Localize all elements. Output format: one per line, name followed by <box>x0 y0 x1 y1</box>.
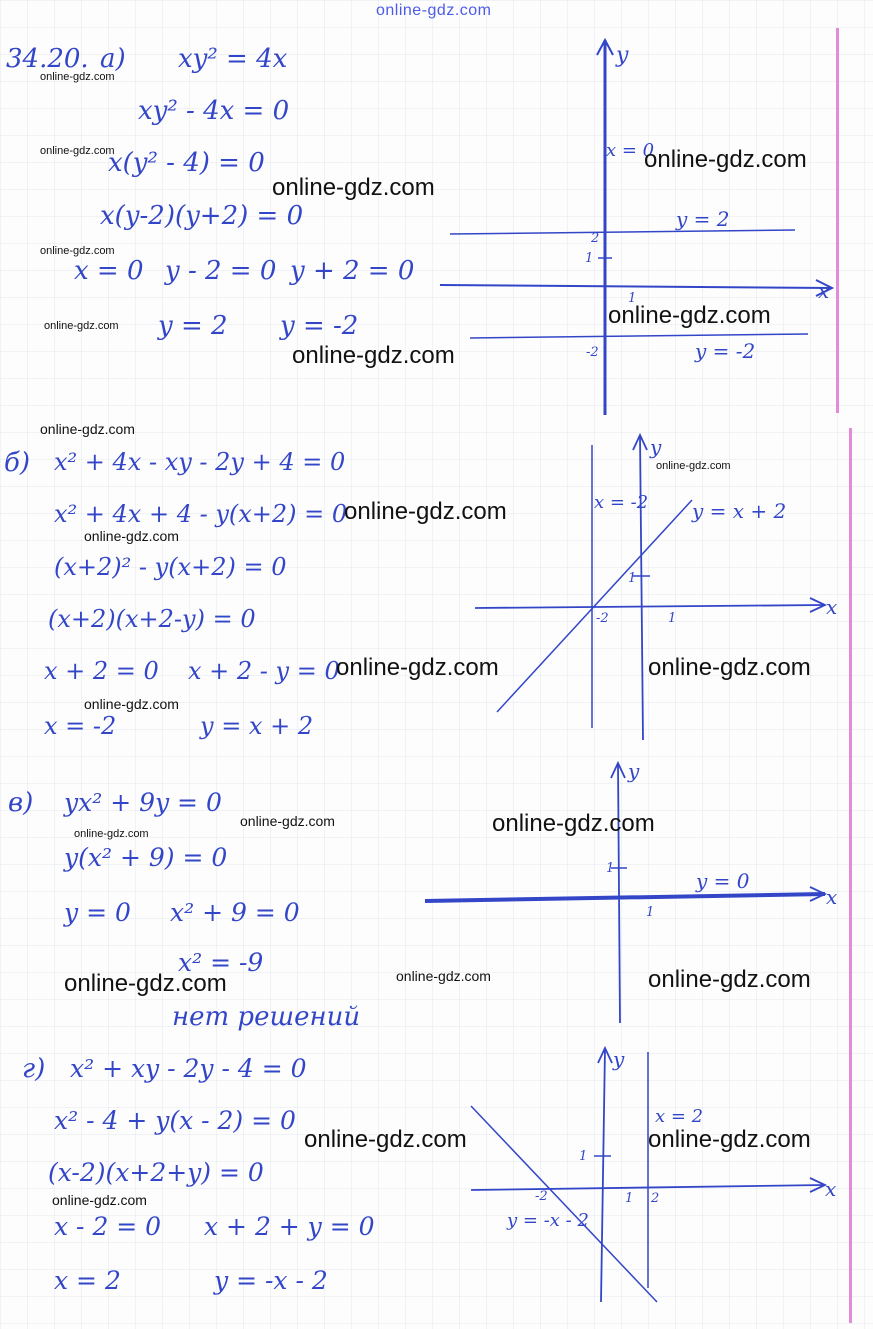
part-b-line-7: x = -2 <box>44 712 117 740</box>
part-b-label: б) <box>4 448 31 478</box>
watermark: online-gdz.com <box>40 245 115 257</box>
part-g-graph <box>465 1040 845 1310</box>
part-g-line-5: x + 2 + y = 0 <box>204 1212 375 1241</box>
watermark: online-gdz.com <box>240 813 335 829</box>
watermark: online-gdz.com <box>74 828 149 840</box>
watermark: online-gdz.com <box>40 145 115 157</box>
part-v-line-label: y = 0 <box>696 869 750 893</box>
watermark: online-gdz.com <box>272 174 435 201</box>
part-g-tick-neg2: -2 <box>535 1189 548 1204</box>
part-b-line-8: y = x + 2 <box>200 712 314 740</box>
part-a-hline-top-label: y = 2 <box>676 207 730 231</box>
watermark: online-gdz.com <box>648 1126 811 1153</box>
part-b-vline-label: x = -2 <box>594 492 649 513</box>
watermark: online-gdz.com <box>40 71 115 83</box>
watermark: online-gdz.com <box>344 498 507 525</box>
part-g-line-7: y = -x - 2 <box>214 1266 328 1295</box>
watermark: online-gdz.com <box>656 460 731 472</box>
part-g-vline-label: x = 2 <box>655 1106 704 1127</box>
part-b-x-axis <box>475 605 825 608</box>
watermark: online-gdz.com <box>492 810 655 837</box>
watermark: online-gdz.com <box>648 654 811 681</box>
watermark: online-gdz.com <box>44 320 119 332</box>
part-b-tick-x1: 1 <box>668 611 677 626</box>
watermark: online-gdz.com <box>52 1192 147 1208</box>
part-a-line-6: y - 2 = 0 <box>165 256 277 286</box>
part-g-line-3: (x-2)(x+2+y) = 0 <box>48 1158 264 1187</box>
part-g-tick-x2: 2 <box>651 1191 660 1206</box>
part-g-line-4: x - 2 = 0 <box>54 1212 162 1241</box>
part-a-tick-2: 2 <box>591 231 600 246</box>
watermark: online-gdz.com <box>84 528 179 544</box>
part-g-line-1: x² + xy - 2y - 4 = 0 <box>70 1054 307 1083</box>
part-a-tick-1: 1 <box>585 251 594 266</box>
part-v-line-3: y = 0 <box>64 898 131 927</box>
part-v-line-2: y(x² + 9) = 0 <box>64 843 228 872</box>
part-a-line-4: x(y-2)(y+2) = 0 <box>100 201 304 231</box>
part-g-line-2: x² - 4 + y(x - 2) = 0 <box>54 1106 296 1135</box>
part-v-x-axis-label: x <box>826 885 838 909</box>
part-b-line-6: x + 2 - y = 0 <box>188 657 340 685</box>
part-a-line-3: x(y² - 4) = 0 <box>108 148 265 178</box>
part-b-line-label: y = x + 2 <box>692 499 787 523</box>
watermark: online-gdz.com <box>40 421 135 437</box>
part-v-y-axis-label: y <box>628 759 640 783</box>
part-a-line-1: xy² = 4x <box>178 44 288 74</box>
part-b-tick-neg2: -2 <box>596 611 609 626</box>
part-a-x-axis <box>440 285 832 288</box>
problem-number: 34.20. <box>6 44 89 74</box>
watermark: online-gdz.com <box>292 342 455 369</box>
part-g-x-axis-label: x <box>825 1177 837 1201</box>
part-g-line-6: x = 2 <box>54 1266 121 1295</box>
part-g-tick-y1-label: 1 <box>579 1149 588 1164</box>
part-a-tick-x1: 1 <box>628 291 637 306</box>
part-v-label: в) <box>8 788 34 818</box>
part-a-graph <box>440 30 840 420</box>
part-b-line-5: x + 2 = 0 <box>44 657 159 685</box>
watermark: online-gdz.com <box>648 966 811 993</box>
watermark: online-gdz.com <box>608 302 771 329</box>
watermark: online-gdz.com <box>304 1126 467 1153</box>
part-v-line-5: x² = -9 <box>178 948 264 977</box>
part-b-line-1: x² + 4x - xy - 2y + 4 = 0 <box>54 448 346 476</box>
part-v-tick-x1: 1 <box>646 905 655 920</box>
part-g-y-axis <box>601 1048 605 1302</box>
part-v-tick-y1-label: 1 <box>606 861 615 876</box>
part-b-line-3: (x+2)² - y(x+2) = 0 <box>54 553 287 581</box>
part-a-line-9: y = -2 <box>280 311 359 341</box>
watermark: online-gdz.com <box>84 696 179 712</box>
part-a-line-5: x = 0 <box>74 256 144 286</box>
part-a-x-axis-label: x <box>818 279 830 303</box>
part-a-line-8: y = 2 <box>158 311 228 341</box>
site-header-link[interactable]: online-gdz.com <box>376 2 492 19</box>
part-b-tick-y1-label: 1 <box>628 571 637 586</box>
part-g-line-label: y = -x - 2 <box>507 1210 589 1231</box>
part-a-y-axis-label: y <box>616 43 629 68</box>
part-a-label: а) <box>100 44 126 74</box>
part-v-line-4: x² + 9 = 0 <box>170 898 300 927</box>
part-a-line-7: y + 2 = 0 <box>290 256 415 286</box>
part-g-tick-x1: 1 <box>625 1191 634 1206</box>
watermark: online-gdz.com <box>644 146 807 173</box>
part-g-y-axis-label: y <box>613 1047 625 1071</box>
part-a-vline-label: x = 0 <box>606 140 655 161</box>
part-a-line-2: xy² - 4x = 0 <box>138 96 290 126</box>
part-b-x-axis-label: x <box>826 595 838 619</box>
part-a-line-y2 <box>450 230 795 234</box>
part-b-y-axis <box>640 435 643 740</box>
watermark: online-gdz.com <box>396 968 491 984</box>
part-b-graph <box>470 430 850 760</box>
part-a-line-yneg2 <box>470 334 808 338</box>
watermark: online-gdz.com <box>336 654 499 681</box>
part-a-hline-bottom-label: y = -2 <box>695 339 756 363</box>
part-v-x-axis <box>425 894 825 901</box>
part-b-y-axis-label: y <box>650 435 662 459</box>
part-b-line-2: x² + 4x + 4 - y(x+2) = 0 <box>54 500 348 528</box>
part-v-line-6: нет решений <box>172 1002 361 1032</box>
part-v-line-1: yx² + 9y = 0 <box>64 788 222 817</box>
watermark: online-gdz.com <box>64 970 227 997</box>
part-g-label: г) <box>22 1054 46 1084</box>
part-v-y-axis <box>618 763 620 1023</box>
part-b-line-4: (x+2)(x+2-y) = 0 <box>48 605 256 633</box>
part-a-tick-neg2: -2 <box>586 345 599 360</box>
